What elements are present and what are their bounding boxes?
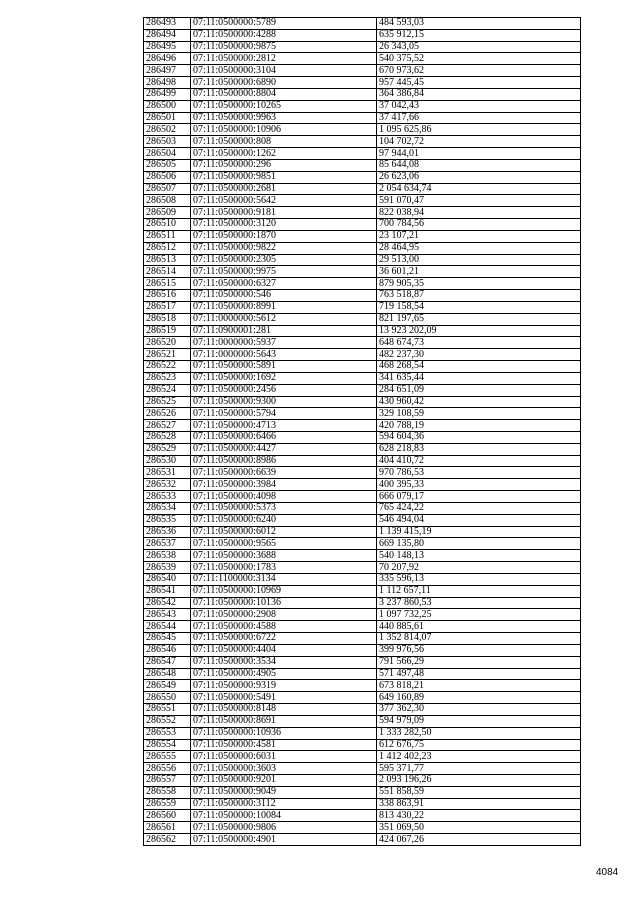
cadastral-number-cell: 07:11:0500000:4713 bbox=[191, 420, 377, 432]
cadastral-value-cell: 37 042,43 bbox=[377, 100, 581, 112]
row-number-cell: 286539 bbox=[144, 562, 191, 574]
table-row bbox=[144, 751, 581, 763]
table-row bbox=[144, 573, 581, 585]
table-row bbox=[144, 479, 581, 491]
table-row bbox=[144, 562, 581, 574]
cadastral-value-cell: 591 070,47 bbox=[377, 195, 581, 207]
cadastral-value-cell: 1 097 732,25 bbox=[377, 609, 581, 621]
row-number-cell: 286533 bbox=[144, 491, 191, 503]
row-number-cell: 286508 bbox=[144, 195, 191, 207]
table-row bbox=[144, 668, 581, 680]
table-row bbox=[144, 278, 581, 290]
row-number-cell: 286553 bbox=[144, 727, 191, 739]
row-number-cell: 286524 bbox=[144, 384, 191, 396]
row-number-cell: 286517 bbox=[144, 301, 191, 313]
cadastral-value-cell: 1 333 282,50 bbox=[377, 727, 581, 739]
cadastral-value-cell: 673 818,21 bbox=[377, 680, 581, 692]
row-number-cell: 286540 bbox=[144, 573, 191, 585]
table-row bbox=[144, 372, 581, 384]
row-number-cell: 286515 bbox=[144, 278, 191, 290]
cadastral-value-cell: 2 054 634,74 bbox=[377, 183, 581, 195]
row-number-cell: 286530 bbox=[144, 455, 191, 467]
table-row bbox=[144, 420, 581, 432]
cadastral-number-cell: 07:11:0500000:3112 bbox=[191, 798, 377, 810]
cadastral-number-cell: 07:11:0500000:4901 bbox=[191, 834, 377, 846]
cadastral-number-cell: 07:11:0500000:5373 bbox=[191, 502, 377, 514]
row-number-cell: 286542 bbox=[144, 597, 191, 609]
cadastral-value-cell: 765 424,22 bbox=[377, 502, 581, 514]
cadastral-value-cell: 400 395,33 bbox=[377, 479, 581, 491]
cadastral-value-cell: 329 108,59 bbox=[377, 408, 581, 420]
cadastral-number-cell: 07:11:0500000:6327 bbox=[191, 278, 377, 290]
cadastral-number-cell: 07:11:0500000:1870 bbox=[191, 230, 377, 242]
row-number-cell: 286560 bbox=[144, 810, 191, 822]
row-number-cell: 286512 bbox=[144, 242, 191, 254]
cadastral-number-cell: 07:11:0500000:10936 bbox=[191, 727, 377, 739]
cadastral-number-cell: 07:11:0500000:4581 bbox=[191, 739, 377, 751]
row-number-cell: 286505 bbox=[144, 159, 191, 171]
row-number-cell: 286528 bbox=[144, 431, 191, 443]
table-row bbox=[144, 242, 581, 254]
table-row bbox=[144, 159, 581, 171]
row-number-cell: 286544 bbox=[144, 621, 191, 633]
table-row bbox=[144, 361, 581, 373]
table-row bbox=[144, 148, 581, 160]
cadastral-number-cell: 07:11:0500000:2456 bbox=[191, 384, 377, 396]
row-number-cell: 286523 bbox=[144, 372, 191, 384]
row-number-cell: 286500 bbox=[144, 100, 191, 112]
cadastral-number-cell: 07:11:0500000:10906 bbox=[191, 124, 377, 136]
row-number-cell: 286527 bbox=[144, 420, 191, 432]
table-row bbox=[144, 124, 581, 136]
table-row bbox=[144, 597, 581, 609]
row-number-cell: 286531 bbox=[144, 467, 191, 479]
table-row bbox=[144, 810, 581, 822]
cadastral-number-cell: 07:11:0500000:546 bbox=[191, 290, 377, 302]
cadastral-value-cell: 546 494,04 bbox=[377, 514, 581, 526]
cadastral-number-cell: 07:11:0500000:1783 bbox=[191, 562, 377, 574]
cadastral-number-cell: 07:11:0500000:9565 bbox=[191, 538, 377, 550]
row-number-cell: 286549 bbox=[144, 680, 191, 692]
row-number-cell: 286510 bbox=[144, 219, 191, 231]
cadastral-value-cell: 404 410,72 bbox=[377, 455, 581, 467]
cadastral-value-cell: 29 513,00 bbox=[377, 254, 581, 266]
cadastral-value-cell: 719 158,54 bbox=[377, 301, 581, 313]
table-row bbox=[144, 798, 581, 810]
row-number-cell: 286558 bbox=[144, 786, 191, 798]
page-number: 4084 bbox=[596, 867, 619, 878]
table-row bbox=[144, 775, 581, 787]
cadastral-number-cell: 07:11:0500000:9201 bbox=[191, 775, 377, 787]
cadastral-number-cell: 07:11:0900001:281 bbox=[191, 325, 377, 337]
row-number-cell: 286545 bbox=[144, 633, 191, 645]
table-row bbox=[144, 656, 581, 668]
cadastral-number-cell: 07:11:1100000:3134 bbox=[191, 573, 377, 585]
table-row bbox=[144, 266, 581, 278]
row-number-cell: 286516 bbox=[144, 290, 191, 302]
cadastral-value-cell: 669 135,80 bbox=[377, 538, 581, 550]
cadastral-value-cell: 594 979,09 bbox=[377, 715, 581, 727]
cadastral-value-cell: 482 237,30 bbox=[377, 349, 581, 361]
cadastral-value-cell: 821 197,65 bbox=[377, 313, 581, 325]
row-number-cell: 286494 bbox=[144, 29, 191, 41]
cadastral-value-cell: 364 386,84 bbox=[377, 88, 581, 100]
cadastral-number-cell: 07:11:0500000:8148 bbox=[191, 704, 377, 716]
cadastral-value-cell: 440 885,61 bbox=[377, 621, 581, 633]
table-row bbox=[144, 633, 581, 645]
cadastral-value-cell: 399 976,56 bbox=[377, 644, 581, 656]
table-row bbox=[144, 88, 581, 100]
cadastral-number-cell: 07:11:0500000:9975 bbox=[191, 266, 377, 278]
row-number-cell: 286519 bbox=[144, 325, 191, 337]
row-number-cell: 286541 bbox=[144, 585, 191, 597]
cadastral-number-cell: 07:11:0500000:9963 bbox=[191, 112, 377, 124]
cadastral-number-cell: 07:11:0500000:6639 bbox=[191, 467, 377, 479]
cadastral-number-cell: 07:11:0500000:3984 bbox=[191, 479, 377, 491]
cadastral-value-cell: 635 912,15 bbox=[377, 29, 581, 41]
cadastral-value-cell: 551 858,59 bbox=[377, 786, 581, 798]
cadastral-number-cell: 07:11:0500000:2812 bbox=[191, 53, 377, 65]
row-number-cell: 286555 bbox=[144, 751, 191, 763]
table-row bbox=[144, 290, 581, 302]
cadastral-value-cell: 957 445,45 bbox=[377, 77, 581, 89]
cadastral-number-cell: 07:11:0500000:10969 bbox=[191, 585, 377, 597]
table-row bbox=[144, 171, 581, 183]
table-row bbox=[144, 207, 581, 219]
table-row bbox=[144, 621, 581, 633]
cadastral-number-cell: 07:11:0500000:8991 bbox=[191, 301, 377, 313]
cadastral-value-cell: 338 863,91 bbox=[377, 798, 581, 810]
table-row bbox=[144, 526, 581, 538]
row-number-cell: 286520 bbox=[144, 337, 191, 349]
row-number-cell: 286503 bbox=[144, 136, 191, 148]
table-row bbox=[144, 77, 581, 89]
table-row bbox=[144, 786, 581, 798]
table-row bbox=[144, 349, 581, 361]
cadastral-number-cell: 07:11:0500000:6890 bbox=[191, 77, 377, 89]
cadastral-number-cell: 07:11:0500000:3534 bbox=[191, 656, 377, 668]
cadastral-number-cell: 07:11:0500000:8691 bbox=[191, 715, 377, 727]
table-row bbox=[144, 715, 581, 727]
cadastral-value-cell: 430 960,42 bbox=[377, 396, 581, 408]
cadastral-number-cell: 07:11:0500000:3603 bbox=[191, 763, 377, 775]
cadastral-number-cell: 07:11:0500000:4288 bbox=[191, 29, 377, 41]
table-row bbox=[144, 704, 581, 716]
cadastral-value-cell: 879 905,35 bbox=[377, 278, 581, 290]
cadastral-value-cell: 763 518,87 bbox=[377, 290, 581, 302]
row-number-cell: 286522 bbox=[144, 361, 191, 373]
cadastral-number-cell: 07:11:0500000:10084 bbox=[191, 810, 377, 822]
row-number-cell: 286525 bbox=[144, 396, 191, 408]
cadastral-number-cell: 07:11:0500000:5891 bbox=[191, 361, 377, 373]
table-row bbox=[144, 41, 581, 53]
cadastral-number-cell: 07:11:0500000:3688 bbox=[191, 550, 377, 562]
row-number-cell: 286529 bbox=[144, 443, 191, 455]
row-number-cell: 286538 bbox=[144, 550, 191, 562]
cadastral-value-cell: 484 593,03 bbox=[377, 18, 581, 30]
row-number-cell: 286506 bbox=[144, 171, 191, 183]
cadastral-number-cell: 07:11:0500000:9319 bbox=[191, 680, 377, 692]
cadastral-value-cell: 420 788,19 bbox=[377, 420, 581, 432]
cadastral-value-cell: 1 412 402,23 bbox=[377, 751, 581, 763]
row-number-cell: 286537 bbox=[144, 538, 191, 550]
cadastral-value-cell: 612 676,75 bbox=[377, 739, 581, 751]
row-number-cell: 286532 bbox=[144, 479, 191, 491]
cadastral-value-cell: 670 973,62 bbox=[377, 65, 581, 77]
row-number-cell: 286551 bbox=[144, 704, 191, 716]
row-number-cell: 286514 bbox=[144, 266, 191, 278]
row-number-cell: 286534 bbox=[144, 502, 191, 514]
cadastral-number-cell: 07:11:0500000:9806 bbox=[191, 822, 377, 834]
table-row bbox=[144, 644, 581, 656]
table-row bbox=[144, 514, 581, 526]
row-number-cell: 286559 bbox=[144, 798, 191, 810]
cadastral-number-cell: 07:11:0500000:4098 bbox=[191, 491, 377, 503]
table-row bbox=[144, 739, 581, 751]
cadastral-number-cell: 07:11:0000000:5612 bbox=[191, 313, 377, 325]
table-row bbox=[144, 183, 581, 195]
cadastral-value-cell: 791 566,29 bbox=[377, 656, 581, 668]
table-row bbox=[144, 112, 581, 124]
cadastral-value-cell: 351 069,50 bbox=[377, 822, 581, 834]
cadastral-number-cell: 07:11:0500000:9181 bbox=[191, 207, 377, 219]
cadastral-number-cell: 07:11:0500000:1262 bbox=[191, 148, 377, 160]
cadastral-number-cell: 07:11:0500000:3104 bbox=[191, 65, 377, 77]
cadastral-value-cell: 377 362,30 bbox=[377, 704, 581, 716]
cadastral-number-cell: 07:11:0000000:5643 bbox=[191, 349, 377, 361]
table-row bbox=[144, 18, 581, 30]
cadastral-number-cell: 07:11:0500000:1692 bbox=[191, 372, 377, 384]
table-row bbox=[144, 337, 581, 349]
cadastral-value-cell: 595 371,77 bbox=[377, 763, 581, 775]
row-number-cell: 286535 bbox=[144, 514, 191, 526]
cadastral-value-cell: 37 417,66 bbox=[377, 112, 581, 124]
cadastral-number-cell: 07:11:0500000:6466 bbox=[191, 431, 377, 443]
cadastral-value-cell: 424 067,26 bbox=[377, 834, 581, 846]
row-number-cell: 286556 bbox=[144, 763, 191, 775]
cadastral-value-cell: 28 464,95 bbox=[377, 242, 581, 254]
row-number-cell: 286509 bbox=[144, 207, 191, 219]
cadastral-number-cell: 07:11:0500000:4588 bbox=[191, 621, 377, 633]
cadastral-number-cell: 07:11:0500000:9851 bbox=[191, 171, 377, 183]
cadastral-number-cell: 07:11:0500000:9822 bbox=[191, 242, 377, 254]
table-row bbox=[144, 491, 581, 503]
cadastral-value-cell: 594 604,36 bbox=[377, 431, 581, 443]
row-number-cell: 286557 bbox=[144, 775, 191, 787]
table-row bbox=[144, 301, 581, 313]
cadastral-value-cell: 628 218,83 bbox=[377, 443, 581, 455]
table-row bbox=[144, 29, 581, 41]
cadastral-value-cell: 540 375,52 bbox=[377, 53, 581, 65]
cadastral-value-cell: 666 079,17 bbox=[377, 491, 581, 503]
cadastral-number-cell: 07:11:0500000:2681 bbox=[191, 183, 377, 195]
row-number-cell: 286504 bbox=[144, 148, 191, 160]
table-row bbox=[144, 65, 581, 77]
table-row bbox=[144, 455, 581, 467]
cadastral-number-cell: 07:11:0500000:10265 bbox=[191, 100, 377, 112]
table-row bbox=[144, 763, 581, 775]
table-row bbox=[144, 230, 581, 242]
cadastral-value-cell: 335 596,13 bbox=[377, 573, 581, 585]
cadastral-number-cell: 07:11:0500000:9300 bbox=[191, 396, 377, 408]
cadastral-value-table bbox=[143, 17, 581, 846]
table-row bbox=[144, 609, 581, 621]
cadastral-value-cell: 104 702,72 bbox=[377, 136, 581, 148]
cadastral-number-cell: 07:11:0500000:5491 bbox=[191, 692, 377, 704]
table-row bbox=[144, 408, 581, 420]
cadastral-number-cell: 07:11:0000000:5937 bbox=[191, 337, 377, 349]
cadastral-value-cell: 85 644,08 bbox=[377, 159, 581, 171]
row-number-cell: 286548 bbox=[144, 668, 191, 680]
cadastral-number-cell: 07:11:0500000:6031 bbox=[191, 751, 377, 763]
row-number-cell: 286498 bbox=[144, 77, 191, 89]
table-row bbox=[144, 195, 581, 207]
cadastral-number-cell: 07:11:0500000:4427 bbox=[191, 443, 377, 455]
table-row bbox=[144, 585, 581, 597]
row-number-cell: 286493 bbox=[144, 18, 191, 30]
table-row bbox=[144, 550, 581, 562]
table-row bbox=[144, 680, 581, 692]
cadastral-value-cell: 649 160,89 bbox=[377, 692, 581, 704]
table-row bbox=[144, 727, 581, 739]
cadastral-number-cell: 07:11:0500000:3120 bbox=[191, 219, 377, 231]
cadastral-number-cell: 07:11:0500000:5642 bbox=[191, 195, 377, 207]
table-row bbox=[144, 100, 581, 112]
cadastral-value-cell: 23 107,21 bbox=[377, 230, 581, 242]
cadastral-value-cell: 822 038,94 bbox=[377, 207, 581, 219]
cadastral-value-cell: 1 352 814,07 bbox=[377, 633, 581, 645]
cadastral-number-cell: 07:11:0500000:296 bbox=[191, 159, 377, 171]
cadastral-value-cell: 26 623,06 bbox=[377, 171, 581, 183]
row-number-cell: 286561 bbox=[144, 822, 191, 834]
cadastral-value-cell: 341 635,44 bbox=[377, 372, 581, 384]
cadastral-value-cell: 97 944,01 bbox=[377, 148, 581, 160]
cadastral-value-cell: 571 497,48 bbox=[377, 668, 581, 680]
cadastral-value-cell: 540 148,13 bbox=[377, 550, 581, 562]
table-row bbox=[144, 53, 581, 65]
cadastral-value-cell: 3 237 860,53 bbox=[377, 597, 581, 609]
cadastral-value-cell: 468 268,54 bbox=[377, 361, 581, 373]
row-number-cell: 286550 bbox=[144, 692, 191, 704]
row-number-cell: 286511 bbox=[144, 230, 191, 242]
table-row bbox=[144, 254, 581, 266]
cadastral-value-cell: 26 343,05 bbox=[377, 41, 581, 53]
cadastral-number-cell: 07:11:0500000:5789 bbox=[191, 18, 377, 30]
cadastral-number-cell: 07:11:0500000:4404 bbox=[191, 644, 377, 656]
cadastral-number-cell: 07:11:0500000:6012 bbox=[191, 526, 377, 538]
cadastral-number-cell: 07:11:0500000:6240 bbox=[191, 514, 377, 526]
cadastral-number-cell: 07:11:0500000:8986 bbox=[191, 455, 377, 467]
cadastral-number-cell: 07:11:0500000:808 bbox=[191, 136, 377, 148]
cadastral-value-cell: 1 112 657,11 bbox=[377, 585, 581, 597]
row-number-cell: 286507 bbox=[144, 183, 191, 195]
table-row bbox=[144, 384, 581, 396]
table-row bbox=[144, 443, 581, 455]
table-row bbox=[144, 396, 581, 408]
cadastral-number-cell: 07:11:0500000:4905 bbox=[191, 668, 377, 680]
row-number-cell: 286502 bbox=[144, 124, 191, 136]
cadastral-number-cell: 07:11:0500000:9049 bbox=[191, 786, 377, 798]
cadastral-number-cell: 07:11:0500000:9875 bbox=[191, 41, 377, 53]
cadastral-number-cell: 07:11:0500000:2908 bbox=[191, 609, 377, 621]
cadastral-value-cell: 648 674,73 bbox=[377, 337, 581, 349]
table-row bbox=[144, 538, 581, 550]
cadastral-number-cell: 07:11:0500000:10136 bbox=[191, 597, 377, 609]
cadastral-value-cell: 813 430,22 bbox=[377, 810, 581, 822]
row-number-cell: 286497 bbox=[144, 65, 191, 77]
cadastral-value-cell: 700 784,56 bbox=[377, 219, 581, 231]
row-number-cell: 286521 bbox=[144, 349, 191, 361]
table-row bbox=[144, 219, 581, 231]
cadastral-number-cell: 07:11:0500000:6722 bbox=[191, 633, 377, 645]
table-row bbox=[144, 502, 581, 514]
table-row bbox=[144, 325, 581, 337]
table-body bbox=[144, 18, 581, 846]
cadastral-value-cell: 1 095 625,86 bbox=[377, 124, 581, 136]
table-row bbox=[144, 467, 581, 479]
row-number-cell: 286526 bbox=[144, 408, 191, 420]
cadastral-value-cell: 70 207,92 bbox=[377, 562, 581, 574]
cadastral-number-cell: 07:11:0500000:8804 bbox=[191, 88, 377, 100]
cadastral-value-cell: 1 139 415,19 bbox=[377, 526, 581, 538]
table-row bbox=[144, 834, 581, 846]
table-row bbox=[144, 313, 581, 325]
cadastral-value-cell: 970 786,53 bbox=[377, 467, 581, 479]
row-number-cell: 286552 bbox=[144, 715, 191, 727]
row-number-cell: 286518 bbox=[144, 313, 191, 325]
cadastral-value-cell: 2 093 196,26 bbox=[377, 775, 581, 787]
row-number-cell: 286543 bbox=[144, 609, 191, 621]
row-number-cell: 286546 bbox=[144, 644, 191, 656]
row-number-cell: 286547 bbox=[144, 656, 191, 668]
cadastral-value-cell: 13 923 202,09 bbox=[377, 325, 581, 337]
row-number-cell: 286562 bbox=[144, 834, 191, 846]
cadastral-value-cell: 284 651,09 bbox=[377, 384, 581, 396]
row-number-cell: 286499 bbox=[144, 88, 191, 100]
table-row bbox=[144, 692, 581, 704]
row-number-cell: 286496 bbox=[144, 53, 191, 65]
table-row bbox=[144, 822, 581, 834]
row-number-cell: 286554 bbox=[144, 739, 191, 751]
cadastral-number-cell: 07:11:0500000:5794 bbox=[191, 408, 377, 420]
cadastral-value-cell: 36 601,21 bbox=[377, 266, 581, 278]
cadastral-number-cell: 07:11:0500000:2305 bbox=[191, 254, 377, 266]
row-number-cell: 286495 bbox=[144, 41, 191, 53]
table-row bbox=[144, 431, 581, 443]
table-row bbox=[144, 136, 581, 148]
row-number-cell: 286513 bbox=[144, 254, 191, 266]
row-number-cell: 286501 bbox=[144, 112, 191, 124]
row-number-cell: 286536 bbox=[144, 526, 191, 538]
